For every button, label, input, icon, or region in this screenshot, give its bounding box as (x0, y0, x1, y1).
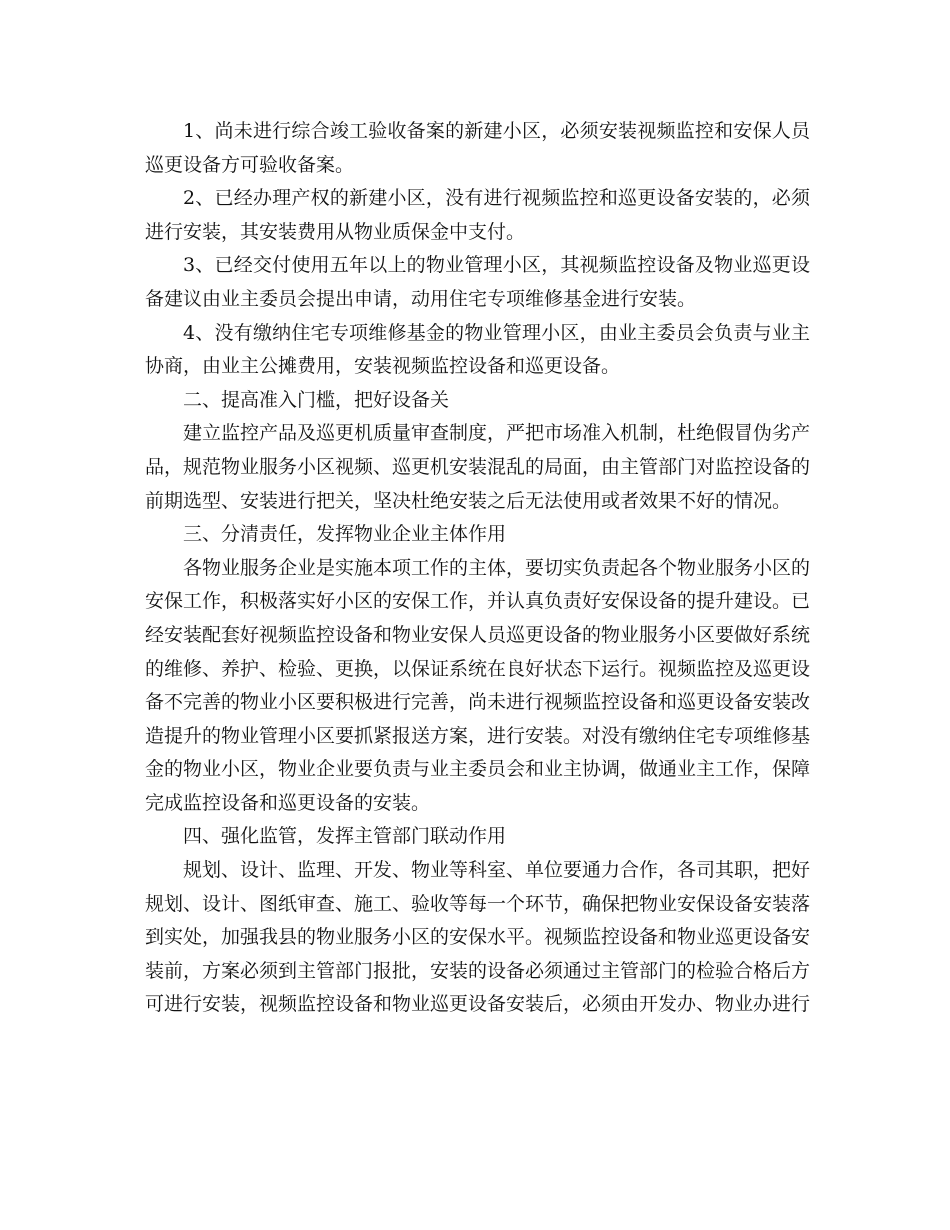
section-body-2: 建立监控产品及巡更机质量审查制度，严把市场准入机制，杜绝假冒伪劣产品，规范物业服务小区视频、巡更机安装混乱的局面，由主管部门对监控设备的前期选型、安装进行把关，坚决杜绝安装之后无法使用或者效果不好的情况。 (145, 422, 811, 512)
section-heading-3: 三、分清责任，发挥物业企业主体作用 (183, 523, 507, 546)
section-heading-2: 二、提高准入门槛，把好设备关 (183, 388, 450, 411)
paragraph-item-1: 1、尚未进行综合竣工验收备案的新建小区，必须安装视频监控和安保人员巡更设备方可验收备案。 (145, 120, 810, 176)
section-body-3: 各物业服务企业是实施本项工作的主体，要切实负责起各个物业服务小区的安保工作，积极落实好小区的安保工作，并认真负责好安保设备的提升建设。已经安装配套好视频监控设备和物业安保人员巡更设备的物业服务小区要做好系统的维修、养护、检验、更换，以保证系统在良好状态下运行。视频监控及巡更设备不完善的物业小区要积极进行完善，尚未进行视频监控设备和巡更设备安装改造提升的物业管理小区要抓紧报送方案，进行安装。对没有缴纳住宅专项维修基金的物业小区，物业企业要负责与业主委员会和业主协调，做通业主工作，保障完成监控设备和巡更设备的安装。 (145, 556, 811, 814)
paragraph-item-2: 2、已经办理产权的新建小区，没有进行视频监控和巡更设备安装的，必须进行安装，其安装费用从物业质保金中支付。 (145, 187, 810, 243)
document-body (145, 115, 810, 1022)
paragraph-item-4: 4、没有缴纳住宅专项维修基金的物业管理小区，由业主委员会负责与业主协商，由业主公摊费用，安装视频监控设备和巡更设备。 (145, 321, 810, 378)
section-heading-4: 四、强化监管，发挥主管部门联动作用 (183, 825, 507, 848)
section-body-4: 规划、设计、监理、开发、物业等科室、单位要通力合作，各司其职，把好规划、设计、图纸审查、施工、验收等每一个环节，确保把物业安保设备安装落到实处，加强我县的物业服务小区的安保水平。视频监控设备和物业巡更设备安装前，方案必须到主管部门报批，安装的设备必须通过主管部门的检验合格后方可进行安装，视频监控设备和物业巡更设备安装后，必须由开发办、物业办进行 (145, 859, 811, 1016)
paragraph-item-3: 3、已经交付使用五年以上的物业管理小区，其视频监控设备及物业巡更设备建议由业主委员会提出申请，动用住宅专项维修基金进行安装。 (145, 254, 810, 310)
